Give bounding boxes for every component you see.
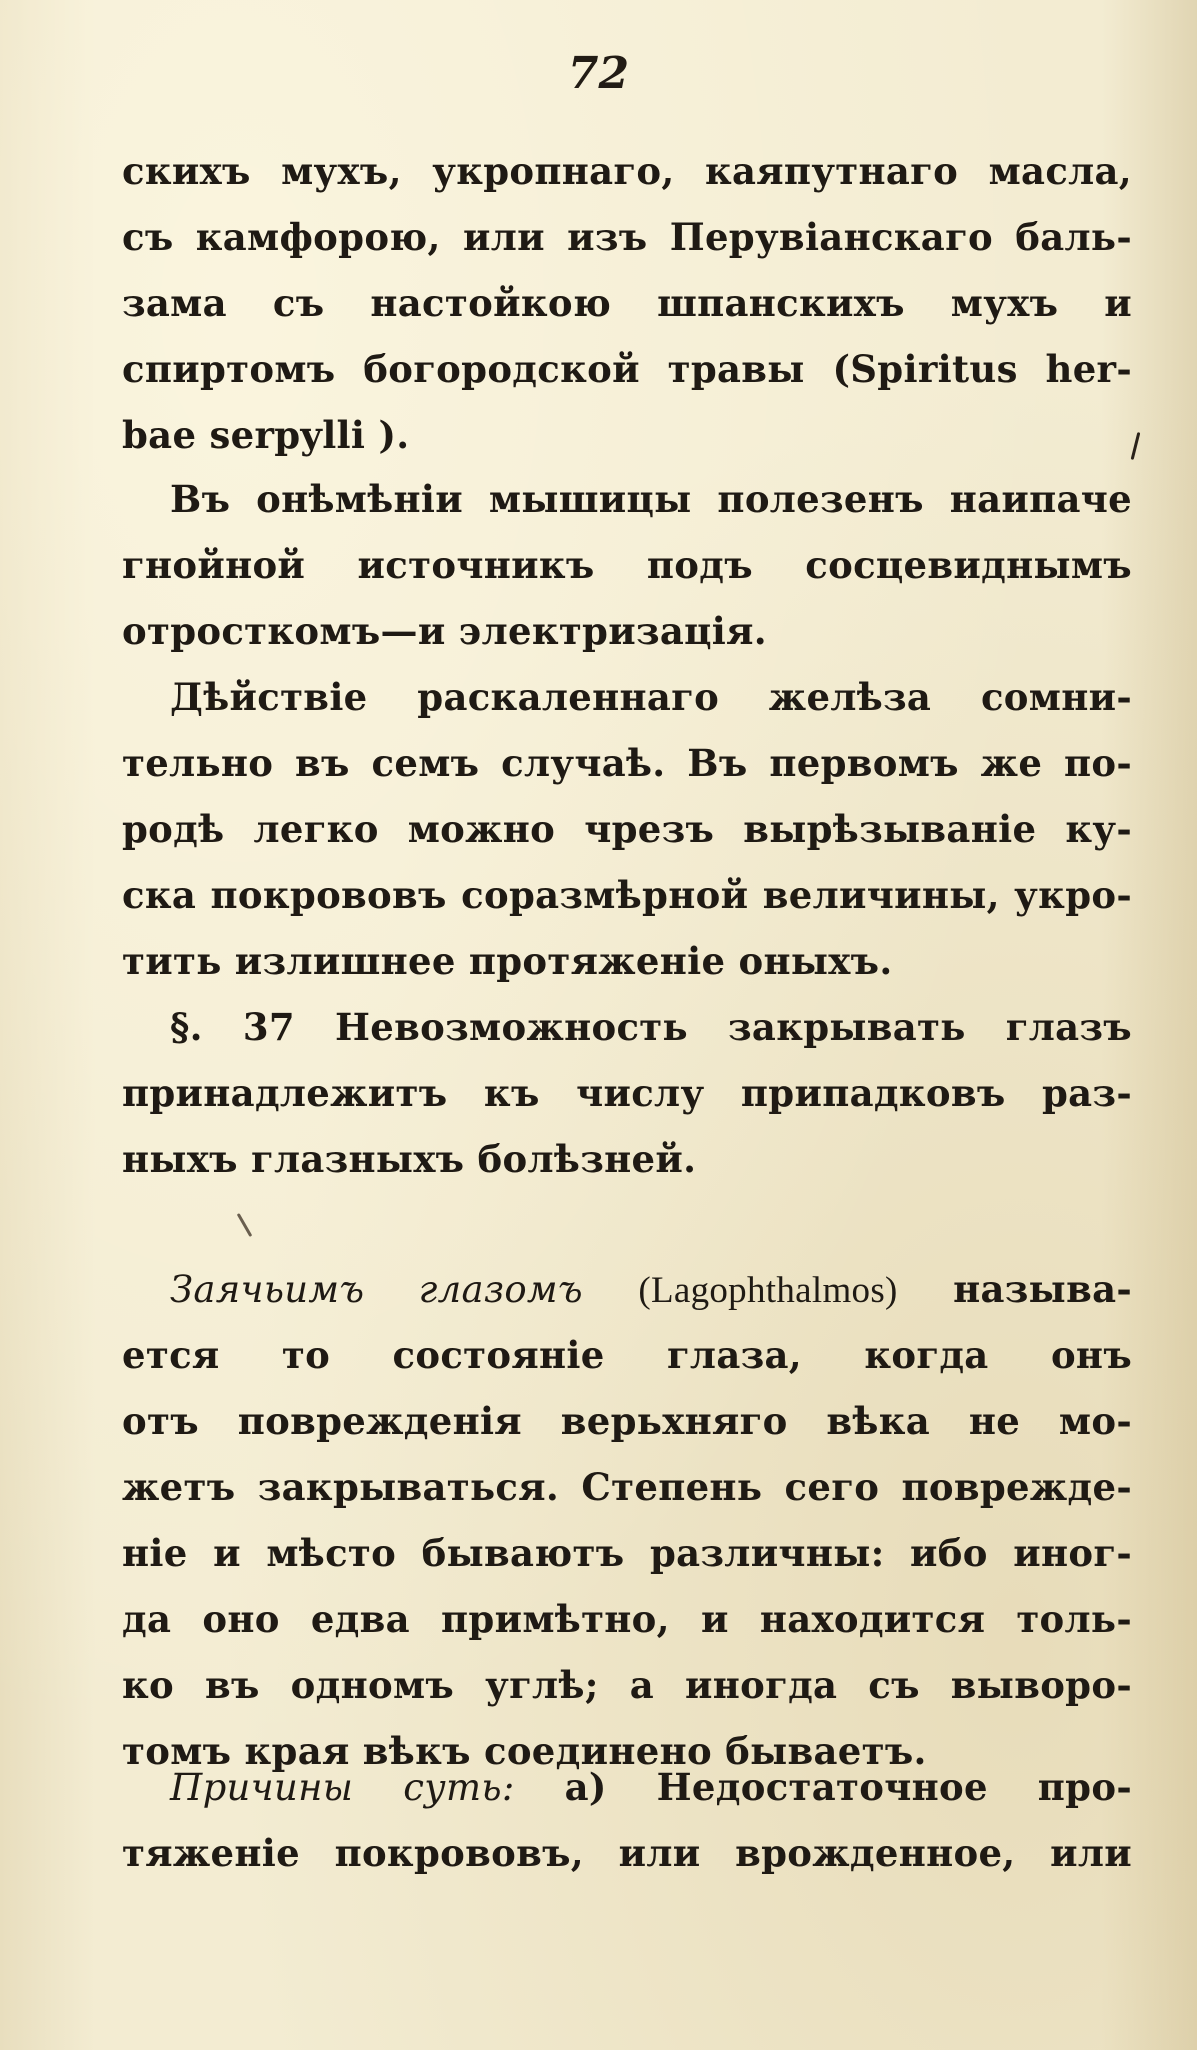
text-line: ется то состояніе глаза, когда онъ bbox=[122, 1333, 1132, 1377]
text-line: Въ онѣмѣніи мышицы полезенъ наипаче bbox=[170, 477, 1132, 521]
text-line: ска покрововъ соразмѣрной величины, укро- bbox=[122, 873, 1132, 917]
defined-term: Заячьимъ глазомъ bbox=[170, 1268, 583, 1311]
text-line: отъ поврежденія верьхняго вѣка не мо- bbox=[122, 1399, 1132, 1443]
text-line: томъ края вѣкъ соединено бываетъ. bbox=[122, 1729, 927, 1773]
paragraph-3 bbox=[122, 664, 1132, 994]
margin-pen-mark bbox=[237, 1213, 253, 1237]
text-line: родѣ легко можно чрезъ вырѣзываніе ку- bbox=[122, 807, 1132, 851]
causes-verb: суть: bbox=[403, 1766, 515, 1809]
text-line: скихъ мухъ, укропнаго, каяпутнаго масла, bbox=[122, 149, 1132, 193]
text-line: тельно въ семъ случаѣ. Въ первомъ же по- bbox=[122, 741, 1132, 785]
paragraph-section-37 bbox=[122, 994, 1132, 1192]
text-line: съ камфорою, или изъ Перувіанскаго баль- bbox=[122, 215, 1132, 259]
text-line: тить излишнее протяженіе оныхъ. bbox=[122, 939, 893, 983]
text-line: ныхъ глазныхъ болѣзней. bbox=[122, 1137, 697, 1181]
text-line: да оно едва примѣтно, и находится толь- bbox=[122, 1597, 1132, 1641]
text-fragment: называ- bbox=[953, 1267, 1132, 1311]
text-fragment: а) Недостаточное про- bbox=[564, 1765, 1132, 1809]
paragraph-lagophthalmos bbox=[122, 1256, 1132, 1784]
text-line: Дѣйствіе раскаленнаго желѣза сомни- bbox=[170, 675, 1132, 719]
text-line: спиртомъ богородской травы (Spiritus her- bbox=[122, 347, 1132, 391]
text-line: тяженіе покрововъ, или врожденное, или bbox=[122, 1831, 1132, 1875]
causes-term: Причины bbox=[170, 1766, 354, 1809]
text-line: принадлежитъ къ числу припадковъ раз- bbox=[122, 1071, 1132, 1115]
definition-first-line bbox=[122, 1256, 1132, 1322]
text-line: отросткомъ—и электризація. bbox=[122, 609, 767, 653]
text-line: ніе и мѣсто бываютъ различны: ибо иног- bbox=[122, 1531, 1132, 1575]
paragraph-2 bbox=[122, 466, 1132, 664]
margin-pen-mark bbox=[1131, 432, 1141, 460]
text-line: гнойной источникъ подъ сосцевиднымъ bbox=[122, 543, 1132, 587]
causes-first-line bbox=[122, 1754, 1132, 1820]
text-line: зама съ настойкою шпанскихъ мухъ и bbox=[122, 281, 1132, 325]
paragraph-1 bbox=[122, 138, 1132, 468]
latin-term: (Lagophthalmos) bbox=[638, 1270, 898, 1311]
page-number: 72 bbox=[567, 48, 630, 99]
text-line: жетъ закрываться. Степень сего поврежде- bbox=[122, 1465, 1132, 1509]
text-line: ко въ одномъ углѣ; а иногда съ выворо- bbox=[122, 1663, 1132, 1707]
text-line: bae serpylli ). bbox=[122, 413, 410, 457]
section-heading-line: §. 37 Невозможность закрывать глазъ bbox=[170, 1005, 1132, 1049]
paragraph-causes bbox=[122, 1754, 1132, 1886]
